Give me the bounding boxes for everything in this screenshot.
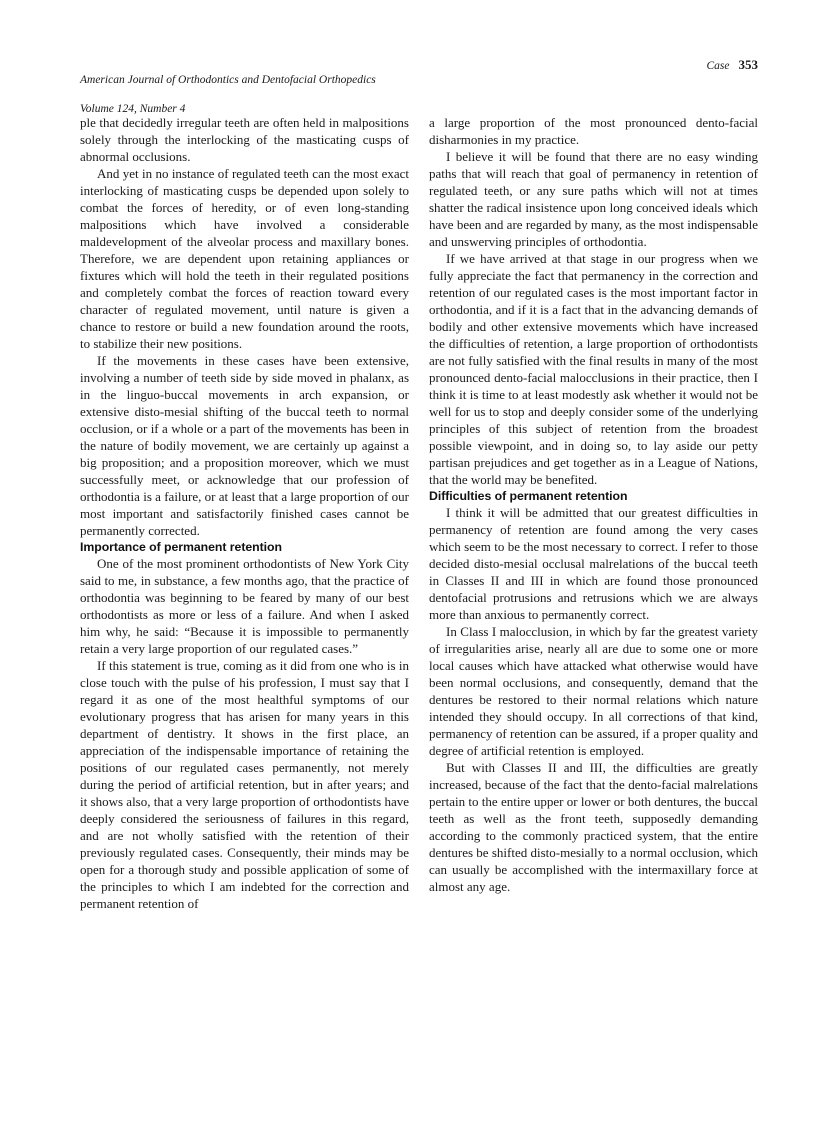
column-left — [80, 114, 409, 912]
section-heading-difficulties-of-permanent-retention: Difficulties of permanent retention — [429, 489, 628, 503]
paragraph: But with Classes II and III, the difficulties are greatly increased, because of the fact that the dento-facial malrelations pertain to the entire upper or lower or both dentures, the buccal teeth as well as the front teeth, supposedly demanding according to the commonly practiced system, that the entire dentures be shifted disto-mesially to a normal occlusion, which can usually be accomplished with the intermaxillary force at almost any age. — [429, 760, 758, 894]
paragraph: I think it will be admitted that our greatest difficulties in permanency of retention are found among the very cases which seem to be the most necessary to correct. I refer to those decided disto-mesial occlusal malrelations of the buccal teeth in Classes II and III in which are found those pronounced dentofacial protrusions and retrusions which we are always more than anxious to permanently correct. — [429, 505, 758, 622]
paragraph: If the movements in these cases have been extensive, involving a number of teeth side by side moved in phalanx, as in the linguo-buccal movements in arch expansion, or extensive disto-mesial shifting of the buccal teeth to normal occlusion, or if a whole or a part of the movements has been in the nature of bodily movement, we are certainly up against a big proposition; and a proposition moreover, which we must successfully meet, or acknowledge that our profession of orthodontia is a failure, or at least that a large proportion of our most important and satisfactorily finished cases cannot be permanently corrected. — [80, 353, 409, 538]
paragraph: One of the most prominent orthodontists of New York City said to me, in substance, a few months ago, that the practice of orthodontia was beginning to be feared by many of our best orthodontists as more or less of a failure. And when I asked him why, he said: “Because it is impossible to permanently retain a very large proportion of our regulated cases.” — [80, 556, 409, 656]
journal-title: American Journal of Orthodontics and Dentofacial Orthopedics — [80, 73, 376, 86]
volume-issue: Volume 124, Number 4 — [80, 102, 186, 115]
page-number: 353 — [738, 57, 758, 72]
paragraph: I believe it will be found that there are no easy winding paths that will reach that goal of permanency in retention of regulated teeth, or any sure paths which will not at times shatter the radical insistence upon long conceived ideals which have been and are regarded by many, as the most indispensable and unswerving principles of orthodontia. — [429, 149, 758, 249]
paragraph: a large proportion of the most pronounced dento-facial disharmonies in my practice. — [429, 115, 758, 147]
running-head-right — [707, 58, 759, 74]
paragraph: And yet in no instance of regulated teeth can the most exact interlocking of masticating cusps be depended upon solely to combat the forces of heredity, or of even long-standing malpositions which have involved a considerable maldevelopment of the alveolar process and maxillary bones. Therefore, we are dependent upon retaining appliances or fixtures which will hold the teeth in their regulated positions and completely combat the forces of reaction toward every character of regulated movement, until nature is given a chance to restore or build a new foundation around the roots, to stabilize their new positions. — [80, 166, 409, 351]
paragraph: If this statement is true, coming as it did from one who is in close touch with the pulse of his profession, I must say that I regard it as one of the most healthful symptoms of our evolutionary progress that has arisen for many years in this department of dentistry. It shows in the first place, an appreciation of the indispensable importance of retaining the positions of our regulated cases permanently, not merely during the period of artificial retention, but in after years; and it shows also, that a very large proportion of orthodontists have deeply considered the seriousness of failures in this regard, and are not wholly satisfied with the retention of their previously regulated cases. Consequently, their minds may be open for a thorough study and possible application of some of the principles to which I am indebted for the correction and permanent retention of — [80, 658, 409, 911]
section-label: Case — [706, 60, 730, 72]
column-right — [429, 114, 758, 912]
paragraph: In Class I malocclusion, in which by far the greatest variety of irregularities arise, nearly all are due to some one or more local causes which have attacked what otherwise would have been normal occlusions, and consequently, demand that the dentures be restored to their normal relations which nature intended they should occupy. In all corrections of that kind, permanency of retention can be assured, if a proper quality and degree of artificial retention is employed. — [429, 624, 758, 758]
section-heading-importance-of-permanent-retention: Importance of permanent retention — [80, 540, 282, 554]
paragraph: ple that decidedly irregular teeth are often held in malpositions solely through the interlocking of the masticating cusps of abnormal occlusions. — [80, 115, 409, 164]
article-body — [80, 114, 758, 912]
paragraph: If we have arrived at that stage in our progress when we fully appreciate the fact that permanency in the correction and retention of our regulated cases is the most important factor in orthodontia, and if it is a fact that in the advancing demands of bodily and other extensive movements which have increased the difficulties of retention, a large proportion of orthodontists are not fully satisfied with the final results in many of the most pronounced dento-facial malocclusions in their practice, then I think it is time to at least modestly ask whether it would not be well for us to stop and deeply consider some of the underlying principles of this subject of retention from the broadest possible viewpoint, and in doing so, to lay aside our petty partisan prejudices and get together as in a League of Nations, that the world may be benefited. — [429, 251, 758, 487]
